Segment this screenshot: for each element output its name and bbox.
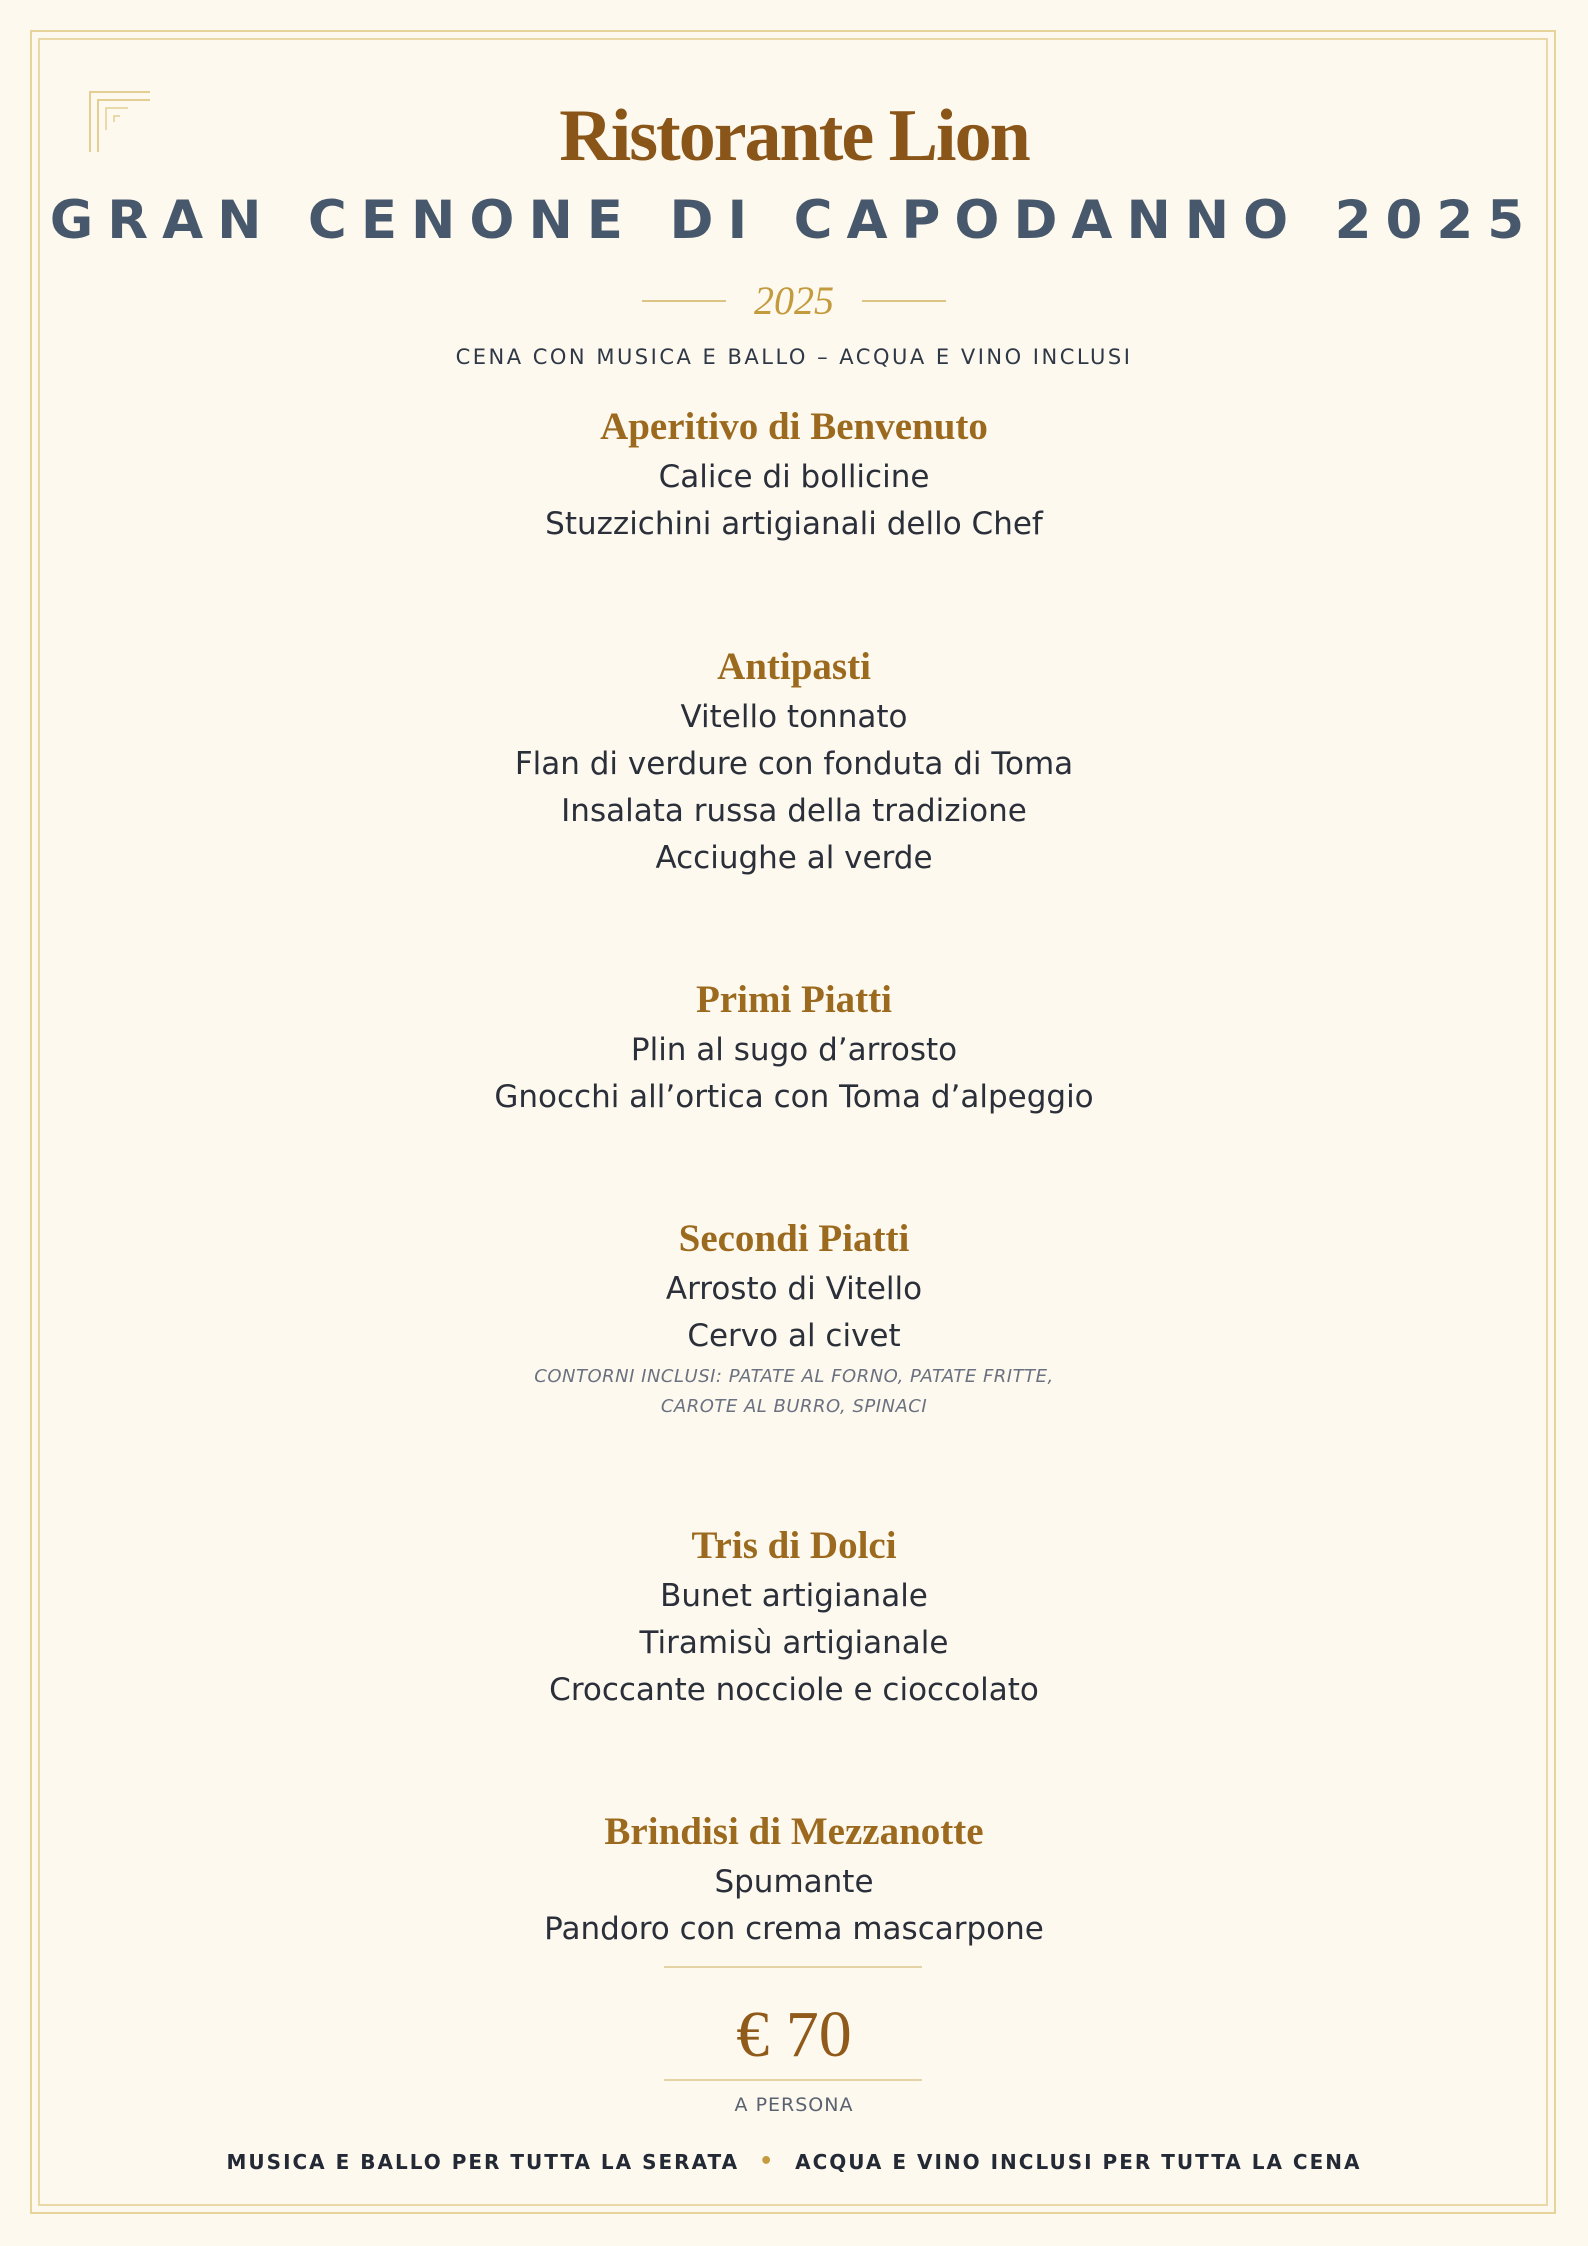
note-line: CONTORNI INCLUSI: PATATE AL FORNO, PATATE FRITTE, bbox=[534, 1366, 1054, 1387]
menu-item: Tiramisù artigianale bbox=[639, 1625, 949, 1661]
section-secondi bbox=[0, 1212, 1588, 1422]
side-dishes-note bbox=[0, 1362, 1588, 1422]
section-aperitivo bbox=[0, 400, 1588, 548]
event-title: GRAN CENONE DI CAPODANNO 2025 bbox=[49, 190, 1539, 251]
section-dolci bbox=[0, 1519, 1588, 1714]
menu-item: Spumante bbox=[714, 1864, 874, 1900]
footer-left: MUSICA E BALLO PER TUTTA LA SERATA bbox=[226, 2150, 740, 2174]
menu-item: Pandoro con crema mascarpone bbox=[544, 1911, 1044, 1947]
section-antipasti bbox=[0, 640, 1588, 882]
menu-item: Gnocchi all’ortica con Toma d’alpeggio bbox=[494, 1079, 1094, 1115]
menu-item: Flan di verdure con fonduta di Toma bbox=[514, 746, 1074, 782]
price-unit: A PERSONA bbox=[734, 2094, 854, 2116]
section-title: Primi Piatti bbox=[695, 978, 892, 1021]
footer-separator: • bbox=[759, 2149, 776, 2174]
menu-item: Croccante nocciole e cioccolato bbox=[549, 1672, 1039, 1708]
section-title: Tris di Dolci bbox=[691, 1524, 897, 1567]
section-title: Aperitivo di Benvenuto bbox=[600, 405, 988, 448]
price-divider-top bbox=[664, 1966, 922, 1968]
menu-item: Stuzzichini artigianali dello Chef bbox=[545, 506, 1043, 542]
menu-item: Bunet artigianale bbox=[660, 1578, 928, 1614]
section-primi bbox=[0, 973, 1588, 1121]
price-value: € 70 bbox=[736, 1998, 852, 2071]
menu-item: Arrosto di Vitello bbox=[665, 1271, 923, 1307]
section-brindisi bbox=[0, 1805, 1588, 1953]
menu-item: Cervo al civet bbox=[687, 1318, 901, 1354]
menu-item: Plin al sugo d’arrosto bbox=[630, 1032, 958, 1068]
menu-subtitle: CENA CON MUSICA E BALLO – ACQUA E VINO INCLUSI bbox=[455, 345, 1133, 369]
divider-line-right bbox=[862, 300, 946, 302]
footer-right: ACQUA E VINO INCLUSI PER TUTTA LA CENA bbox=[795, 2150, 1362, 2174]
section-title: Secondi Piatti bbox=[678, 1217, 910, 1260]
price-divider-bottom bbox=[664, 2079, 922, 2081]
menu-item: Acciughe al verde bbox=[655, 840, 933, 876]
menu-item: Vitello tonnato bbox=[680, 699, 908, 735]
year-divider bbox=[0, 276, 1588, 326]
menu-item: Insalata russa della tradizione bbox=[561, 793, 1027, 829]
menu-item: Calice di bollicine bbox=[658, 459, 930, 495]
section-title: Brindisi di Mezzanotte bbox=[604, 1810, 984, 1853]
note-line: CAROTE AL BURRO, SPINACI bbox=[660, 1396, 928, 1417]
restaurant-name: Ristorante Lion bbox=[559, 95, 1029, 177]
footer-notes bbox=[0, 2147, 1588, 2177]
divider-line-left bbox=[642, 300, 726, 302]
year-label: 2025 bbox=[754, 278, 834, 323]
section-title: Antipasti bbox=[717, 645, 871, 688]
